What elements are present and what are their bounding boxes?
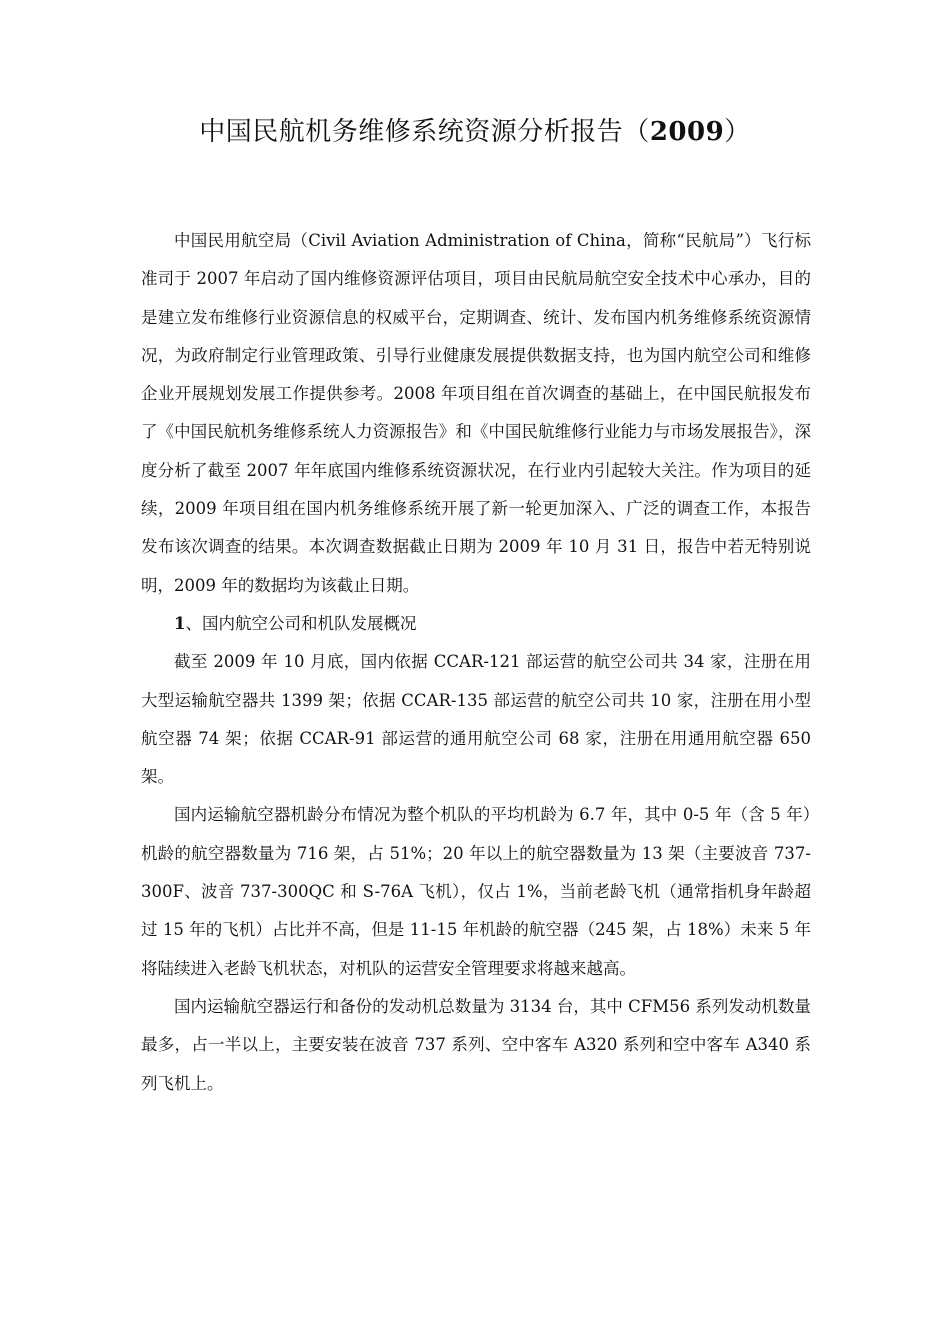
aircraft-age-paragraph: 国内运输航空器机龄分布情况为整个机队的平均机龄为 6.7 年，其中 0-5 年（含 5 年）机龄的航空器数量为 716 架，占 51%；20 年以上的航空器数量为 13 架（主要波音 737-300F、波音 737-300QC 和 S-76A 飞机），仅占 1%，当前老龄飞机（通常指机身年龄超过 15 年的飞机）占比并不高，但是 11-15 年机龄的航空器（245 架，占 18%）未来 5 年将陆续进入老龄飞机状态，对机队的运营安全管理要求将越来越高。 (141, 805, 811, 978)
engine-paragraph: 国内运输航空器运行和备份的发动机总数量为 3134 台，其中 CFM56 系列发动机数量最多，占一半以上，主要安装在波音 737 系列、空中客车 A320 系列和空中客车 A340 系列飞机上。 (141, 996, 811, 1093)
section-title: 、国内航空公司和机队发展概况 (185, 613, 417, 633)
title-year: 2009 (649, 117, 725, 147)
section-number: 1 (174, 613, 186, 633)
section-heading (141, 605, 811, 643)
title-main: 中国民航机务维修系统资源分析报告（ (199, 117, 650, 147)
title-close: ） (724, 117, 751, 147)
fleet-paragraph: 截至 2009 年 10 月底，国内依据 CCAR-121 部运营的航空公司共 34 家，注册在用大型运输航空器共 1399 架；依据 CCAR-135 部运营的航空公司共 10 家，注册在用小型航空器 74 架；依据 CCAR-91 部运营的通用航空公司 68 家，注册在用通用航空器 650 架。 (141, 652, 811, 787)
document-body (141, 222, 811, 1103)
page-title (0, 112, 950, 152)
intro-paragraph: 中国民用航空局（Civil Aviation Administration of China，简称“民航局”）飞行标准司于 2007 年启动了国内维修资源评估项目，项目由民航局航空安全技术中心承办，目的是建立发布维修行业资源信息的权威平台，定期调查、统计、发布国内机务维修系统资源情况，为政府制定行业管理政策、引导行业健康发展提供数据支持，也为国内航空公司和维修企业开展规划发展工作提供参考。2008 年项目组在首次调查的基础上，在中国民航报发布了《中国民航机务维修系统人力资源报告》和《中国民航维修行业能力与市场发展报告》，深度分析了截至 2007 年年底国内维修系统资源状况，在行业内引起较大关注。作为项目的延续，2009 年项目组在国内机务维修系统开展了新一轮更加深入、广泛的调查工作，本报告发布该次调查的结果。本次调查数据截止日期为 2009 年 10 月 31 日，报告中若无特别说明，2009 年的数据均为该截止日期。 (141, 231, 811, 595)
